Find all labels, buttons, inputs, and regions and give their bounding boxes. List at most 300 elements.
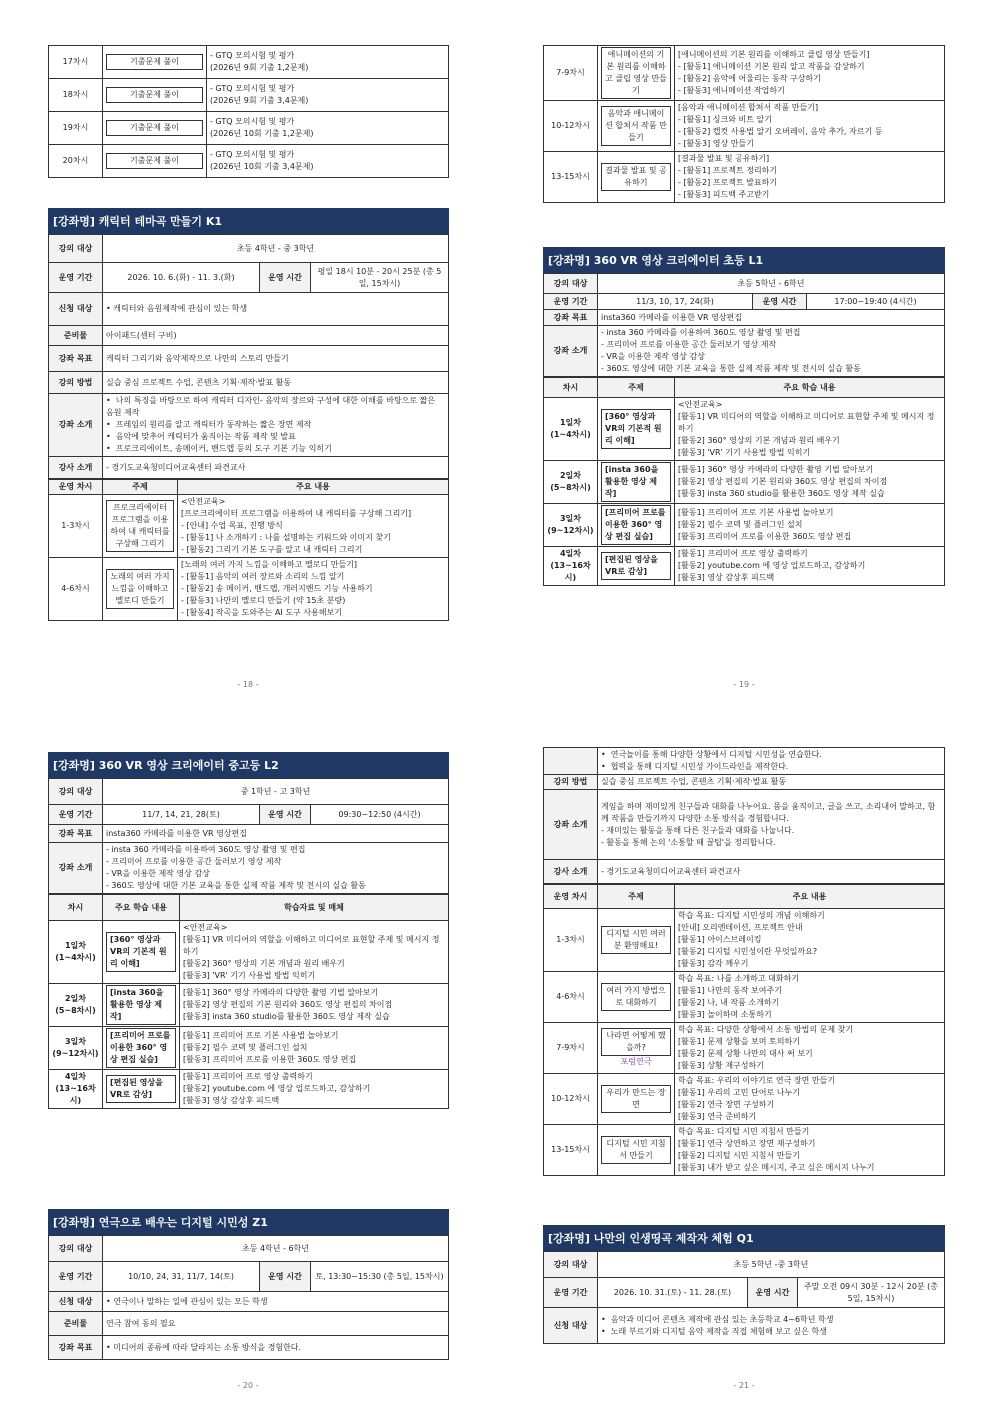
session-number: 10-12차시 bbox=[544, 1074, 598, 1125]
table-row bbox=[49, 495, 449, 558]
text-line: [안내] 오리엔테이션, 프로젝트 안내 bbox=[678, 923, 803, 932]
text-line: <안전교육> bbox=[181, 497, 226, 506]
l2-schedule-table bbox=[48, 894, 449, 1109]
session-topic: [프리미어 프로를 이용한 360° 영상 편집 실습] bbox=[601, 505, 671, 545]
session-content bbox=[675, 972, 945, 1023]
session-content bbox=[675, 461, 945, 504]
text-line: [활동1] 문제 상황을 보며 토의하기 bbox=[678, 1037, 800, 1046]
p19-top-table bbox=[543, 45, 945, 203]
session-content bbox=[675, 1023, 945, 1074]
p21-h-content: 주요 내용 bbox=[675, 885, 945, 909]
session-number: 19차시 bbox=[49, 112, 103, 145]
session-number: 17차시 bbox=[49, 46, 103, 79]
l1-goal-label: 강좌 목표 bbox=[544, 310, 598, 326]
p21-h-no: 운영 차시 bbox=[544, 885, 598, 909]
session-number: 2일차 (5~8차시) bbox=[544, 461, 598, 504]
session-topic: 노래의 여러 가지 느낌을 이해하고 멜로디 만들기 bbox=[106, 569, 174, 609]
p18-top-table bbox=[48, 45, 449, 178]
session-topic: 나라면 어떻게 했을까? bbox=[601, 1028, 671, 1056]
l1-time: 17:00~19:40 (4시간) bbox=[807, 294, 945, 310]
session-number: 7-9차시 bbox=[544, 1023, 598, 1074]
course-q1 bbox=[543, 1225, 945, 1344]
text-line: [활동3] 상황 재구성하기 bbox=[678, 1061, 764, 1070]
text-line: (2026년 10회 기출 1,2문제) bbox=[210, 129, 314, 138]
z1-target-label: 강의 대상 bbox=[49, 1236, 103, 1262]
k1-target-label: 강의 대상 bbox=[49, 235, 103, 263]
q1-period: 2026. 10. 31.(토) - 11. 28.(토) bbox=[598, 1278, 748, 1308]
table-row bbox=[544, 547, 945, 586]
session-topic-cell bbox=[103, 1027, 180, 1070]
page-number-20: - 20 - bbox=[237, 1381, 259, 1390]
text-line: 학습 목표: 디지털 시민 지침서 만들기 bbox=[678, 1127, 810, 1136]
text-line: [활동3] 내가 받고 싶은 메시지, 주고 싶은 메시지 나누기 bbox=[678, 1163, 875, 1172]
table-row bbox=[49, 79, 449, 112]
session-content bbox=[675, 46, 945, 101]
text-line: - [활동1] 음악의 여러 장르와 소리의 느낌 알기 bbox=[181, 572, 345, 581]
k1-title: [강좌명] 캐릭터 테마곡 만들기 K1 bbox=[48, 208, 449, 234]
table-row bbox=[49, 1070, 449, 1109]
text-line: • 노래 부르기와 디지털 음악 제작을 직접 체험해 보고 싶은 학생 bbox=[601, 1326, 827, 1336]
z1-goal-label: 강좌 목표 bbox=[49, 1336, 103, 1360]
text-line: [활동1] 우리의 고민 단어로 나누기 bbox=[678, 1088, 800, 1097]
session-topic-cell bbox=[598, 1074, 675, 1125]
z1-prep-label: 준비물 bbox=[49, 1312, 103, 1336]
text-line: [활동1] 360° 영상 카메라의 다양한 촬영 기법 알아보기 bbox=[678, 465, 874, 474]
z1-info-table bbox=[48, 1235, 449, 1360]
text-line: - [활동1] 싱크와 비트 알기 bbox=[678, 115, 772, 124]
q1-apply bbox=[598, 1308, 945, 1344]
k1-h-topic: 주제 bbox=[103, 480, 178, 495]
table-row bbox=[544, 1125, 945, 1176]
p21-schedule-table bbox=[543, 884, 945, 1176]
table-row bbox=[49, 984, 449, 1027]
p21-h-topic: 주제 bbox=[598, 885, 675, 909]
text-line: [애니메이션의 기본 원리를 이해하고 클립 영상 만들기] bbox=[678, 50, 870, 59]
k1-time: 평일 18시 10분 - 20시 25분 (총 5일, 15차시) bbox=[311, 263, 449, 293]
text-line: [활동2] 360° 영상의 기본 개념과 원리 배우기 bbox=[678, 436, 840, 445]
session-content bbox=[180, 921, 449, 984]
text-line: - [활동1] 애니메이션 기본 원리 알고 작품을 감상하기 bbox=[678, 62, 865, 71]
table-row bbox=[49, 145, 449, 178]
text-line: [활동2] 영상 편집의 기본 원리와 360도 영상 편집의 차이점 bbox=[183, 1000, 393, 1009]
z1-period: 10/10, 24, 31, 11/7, 14(토) bbox=[103, 1262, 260, 1292]
session-number: 3일차 (9~12차시) bbox=[49, 1027, 103, 1070]
q1-target-label: 강의 대상 bbox=[544, 1252, 598, 1278]
q1-time-label: 운영 시간 bbox=[748, 1278, 798, 1308]
l2-goal: insta360 카메라를 이용한 VR 영상편집 bbox=[103, 825, 449, 843]
k1-intro bbox=[103, 394, 449, 457]
text-line: <안전교육> bbox=[183, 923, 228, 932]
session-number: 1일차 (1~4차시) bbox=[544, 398, 598, 461]
session-content bbox=[675, 504, 945, 547]
session-topic: 기출문제 풀이 bbox=[106, 153, 203, 169]
l2-h-no: 차시 bbox=[49, 895, 103, 921]
z1-prep: 연극 참여 동의 필요 bbox=[103, 1312, 449, 1336]
session-topic-sub: 포럼연극 bbox=[620, 1057, 652, 1066]
session-content bbox=[178, 558, 449, 621]
text-line: [프로크리에이터 프로그램을 이용하여 내 캐릭터를 구상해 그리기] bbox=[181, 509, 412, 518]
k1-prep: 아이패드(센터 구비) bbox=[103, 326, 449, 346]
table-row bbox=[544, 152, 945, 203]
session-content bbox=[675, 909, 945, 972]
session-topic-cell bbox=[598, 504, 675, 547]
k1-period-label: 운영 기간 bbox=[49, 263, 103, 293]
l2-intro-label: 강좌 소개 bbox=[49, 843, 103, 894]
session-topic-cell bbox=[103, 145, 207, 178]
l2-target-label: 강의 대상 bbox=[49, 779, 103, 805]
session-topic-cell bbox=[103, 495, 178, 558]
text-line: • 프로크리에이트, 송메이커, 밴드랩 등의 도구 기본 기능 익히기 bbox=[106, 444, 332, 453]
l2-period-label: 운영 기간 bbox=[49, 805, 103, 825]
q1-title: [강좌명] 나만의 인생띵곡 제작자 체험 Q1 bbox=[543, 1225, 945, 1251]
table-row bbox=[544, 909, 945, 972]
text-line: - insta 360 카메라를 이용하여 360도 영상 촬영 및 편집 bbox=[601, 328, 801, 337]
text-line: - 360도 영상에 대한 기본 교육을 통한 실제 작품 제작 및 전시의 실습 활동 bbox=[106, 881, 366, 890]
k1-target: 초등 4학년 - 중 3학년 bbox=[103, 235, 449, 263]
q1-period-label: 운영 기간 bbox=[544, 1278, 598, 1308]
text-line: [활동2] youtube.com 에 영상 업로드하고, 감상하기 bbox=[183, 1084, 371, 1093]
l1-h-no: 차시 bbox=[544, 378, 598, 398]
l2-title: [강좌명] 360 VR 영상 크리에이터 중고등 L2 bbox=[48, 752, 449, 778]
session-topic: [360° 영상과 VR의 기본적 원리 이해] bbox=[601, 409, 671, 449]
session-topic-cell bbox=[598, 398, 675, 461]
session-content bbox=[675, 547, 945, 586]
session-topic-cell bbox=[598, 1023, 675, 1074]
session-topic-cell bbox=[598, 1125, 675, 1176]
session-number: 4일차 (13~16차시) bbox=[49, 1070, 103, 1109]
text-line: [활동3] 영상 감상후 피드백 bbox=[183, 1096, 280, 1105]
table-row bbox=[544, 461, 945, 504]
text-line: [활동2] youtube.com 에 영상 업로드하고, 감상하기 bbox=[678, 561, 866, 570]
text-line: [활동3] 연극 준비하기 bbox=[678, 1112, 757, 1121]
text-line: [활동2] 필수 코덱 및 플러그인 설치 bbox=[678, 520, 803, 529]
table-row bbox=[49, 921, 449, 984]
k1-method-label: 강의 방법 bbox=[49, 372, 103, 394]
text-line: - 프리미어 프로를 이용한 공간 둘러보기 영상 제작 bbox=[106, 857, 282, 866]
p21-method-label: 강의 방법 bbox=[544, 775, 598, 790]
text-line: - VR을 이용한 제작 영상 감상 bbox=[106, 869, 210, 878]
text-line: • 나의 특징을 바탕으로 하여 캐릭터 디자인- 음악의 장르와 구성에 대한 이해를 바탕으로 짧은 음원 제작 bbox=[106, 396, 438, 417]
k1-time-label: 운영 시간 bbox=[260, 263, 311, 293]
session-topic: 프로크리에이터 프로그램을 이용하여 내 캐릭터를 구상해 그리기 bbox=[106, 500, 174, 552]
session-number: 18차시 bbox=[49, 79, 103, 112]
k1-method: 실습 중심 프로젝트 수업, 콘텐츠 기획·제작·발표 활동 bbox=[103, 372, 449, 394]
text-line: [활동2] 문제 상황 나만의 대사 써 보기 bbox=[678, 1049, 813, 1058]
text-line: [활동3] 'VR' 기기 사용법 방법 익히기 bbox=[678, 448, 811, 457]
course-z1 bbox=[48, 1209, 449, 1360]
text-line: - [안내] 수업 목표, 진행 방식 bbox=[181, 521, 283, 530]
table-row bbox=[544, 46, 945, 101]
k1-h-content: 주요 내용 bbox=[178, 480, 449, 495]
session-topic: 디지털 시민 지침서 만들기 bbox=[601, 1136, 671, 1164]
text-line: - VR을 이용한 제작 영상 감상 bbox=[601, 352, 705, 361]
session-topic: 음악과 애니메이션 합쳐서 작품 만들기 bbox=[601, 106, 671, 146]
session-topic-cell bbox=[598, 461, 675, 504]
text-line: 학습 목표: 우리의 이야기로 연극 장면 만들기 bbox=[678, 1076, 836, 1085]
session-topic: [insta 360을 활용한 영상 제작] bbox=[601, 462, 671, 502]
text-line: - [활동2] 송 메이커, 밴드랩, 개러지밴드 기능 사용하기 bbox=[181, 584, 373, 593]
text-line: - [활동1] 나 소개하기 : 나를 설명하는 키워드와 이미지 찾기 bbox=[181, 533, 391, 542]
p21-teacher-label: 강사 소개 bbox=[544, 860, 598, 884]
session-content bbox=[207, 46, 449, 79]
session-number: 2일차 (5~8차시) bbox=[49, 984, 103, 1027]
l2-intro bbox=[103, 843, 449, 894]
text-line: - GTQ 모의시험 및 평가 bbox=[210, 51, 295, 60]
k1-info-table bbox=[48, 234, 449, 479]
session-topic-cell bbox=[103, 984, 180, 1027]
text-line: - 재미있는 활동을 통해 다른 친구들과 대화를 나눕니다. bbox=[601, 825, 795, 835]
session-number: 4일차 (13~16차시) bbox=[544, 547, 598, 586]
z1-target: 초등 4학년 - 6학년 bbox=[103, 1236, 449, 1262]
p21-teacher: - 경기도교육청미디어교육센터 파견교사 bbox=[598, 860, 945, 884]
q1-target: 초등 5학년 -중 3학년 bbox=[598, 1252, 945, 1278]
k1-intro-label: 강좌 소개 bbox=[49, 394, 103, 457]
p21-method: 실습 중심 프로젝트 수업, 콘텐츠 기획·제작·발표 활동 bbox=[598, 775, 945, 790]
l2-info-table bbox=[48, 778, 449, 894]
text-line: - 360도 영상에 대한 기본 교육을 통한 실제 작품 제작 및 전시의 실습 활동 bbox=[601, 364, 861, 373]
session-topic-cell bbox=[598, 152, 675, 203]
l1-time-label: 운영 시간 bbox=[753, 294, 807, 310]
table-row bbox=[544, 972, 945, 1023]
page-number-18: - 18 - bbox=[237, 680, 259, 689]
l2-h-content: 학습자료 및 매체 bbox=[180, 895, 449, 921]
page-number-21: - 21 - bbox=[733, 1381, 755, 1390]
text-line: [활동3] 감각 깨우기 bbox=[678, 959, 749, 968]
session-number: 1-3차시 bbox=[49, 495, 103, 558]
text-line: 학습 목표: 나를 소개하고 대화하기 bbox=[678, 974, 800, 983]
z1-apply: • 연극이나 말하는 일에 관심이 있는 모든 학생 bbox=[103, 1292, 449, 1312]
text-line: [활동3] insta 360 studio를 활용한 360도 영상 제작 실습 bbox=[678, 489, 885, 498]
session-topic: [360° 영상과 VR의 기본적 원리 이해] bbox=[106, 932, 176, 972]
text-line: [활동1] 프리미어 프로 영상 출력하기 bbox=[183, 1072, 313, 1081]
z1-time: 토, 13:30~15:30 (총 5일, 15차시) bbox=[311, 1262, 449, 1292]
session-content bbox=[207, 145, 449, 178]
text-line: - [활동3] 나만의 멜로디 만들기 (약 15초 분량) bbox=[181, 596, 346, 605]
session-topic: 기출문제 풀이 bbox=[106, 87, 203, 103]
text-line: - [활동3] 영상 만들기 bbox=[678, 139, 754, 148]
table-row bbox=[49, 1027, 449, 1070]
session-topic-cell bbox=[103, 558, 178, 621]
z1-time-label: 운영 시간 bbox=[260, 1262, 311, 1292]
session-topic-cell bbox=[598, 46, 675, 101]
text-line: 게임을 하며 재미있게 친구들과 대화를 나누어요. 몸을 움직이고, 글을 쓰고, 소리내어 말하고, 함께 작품을 만들기까지 다양한 소통 방식을 경험합니다. bbox=[601, 801, 936, 823]
l1-h-content: 주요 학습 내용 bbox=[675, 378, 945, 398]
k1-prep-label: 준비물 bbox=[49, 326, 103, 346]
session-topic-cell bbox=[598, 909, 675, 972]
text-line: [활동1] 나만의 동작 보여주기 bbox=[678, 986, 782, 995]
text-line: - [활동3] 애니메이션 작업하기 bbox=[678, 86, 785, 95]
session-topic: [프리미어 프로를 이용한 360° 영상 편집 실습] bbox=[106, 1028, 176, 1068]
text-line: - [활동3] 피드백 주고받기 bbox=[678, 190, 770, 199]
table-row bbox=[544, 1074, 945, 1125]
session-topic: 기출문제 풀이 bbox=[106, 54, 203, 70]
text-line: (2026년 10회 기출 3,4문제) bbox=[210, 162, 314, 171]
text-line: [활동2] 영상 편집의 기본 원리와 360도 영상 편집의 차이점 bbox=[678, 477, 888, 486]
text-line: (2026년 9회 기출 1,2문제) bbox=[210, 63, 309, 72]
session-content bbox=[675, 1074, 945, 1125]
l2-goal-label: 강좌 목표 bbox=[49, 825, 103, 843]
session-number: 7-9차시 bbox=[544, 46, 598, 101]
text-line: • 연극놀이를 통해 다양한 상황에서 디지털 시민성을 연습한다. bbox=[601, 750, 822, 759]
course-k1 bbox=[48, 208, 449, 621]
text-line: - [활동1] 프로젝트 정리하기 bbox=[678, 166, 778, 175]
l1-title: [강좌명] 360 VR 영상 크리에이터 초등 L1 bbox=[543, 247, 945, 273]
page-18 bbox=[48, 45, 449, 178]
l1-h-topic: 주제 bbox=[598, 378, 675, 398]
session-topic: 결과물 발표 및 공유하기 bbox=[601, 163, 671, 191]
session-number: 1-3차시 bbox=[544, 909, 598, 972]
text-line: - GTQ 모의시험 및 평가 bbox=[210, 84, 295, 93]
text-line: • 프레임의 원리를 알고 캐릭터가 동작하는 짧은 장면 제작 bbox=[106, 420, 312, 429]
session-topic-cell bbox=[598, 101, 675, 152]
l1-schedule-table bbox=[543, 377, 945, 586]
text-line: • 협력을 통해 디지털 시민성 가이드라인을 제작한다. bbox=[601, 762, 789, 771]
text-line: [활동1] VR 미디어의 역할을 이해하고 미디어로 표현할 주제 및 메시지 정하기 bbox=[183, 935, 440, 956]
session-content bbox=[675, 398, 945, 461]
text-line: - 프리미어 프로를 이용한 공간 둘러보기 영상 제작 bbox=[601, 340, 777, 349]
p21-goal-cont-label bbox=[544, 748, 598, 775]
text-line: • 음악에 맞추어 캐릭터가 움직이는 작품 제작 및 발표 bbox=[106, 432, 296, 441]
text-line: - [활동4] 작곡을 도와주는 AI 도구 사용해보기 bbox=[181, 608, 342, 617]
session-content bbox=[180, 984, 449, 1027]
course-l2 bbox=[48, 752, 449, 1109]
text-line: [활동2] 필수 코덱 및 플러그인 설치 bbox=[183, 1043, 308, 1052]
text-line: [활동1] 연극 상연하고 장면 재구성하기 bbox=[678, 1139, 816, 1148]
session-topic-cell bbox=[103, 921, 180, 984]
text-line: [활동2] 디지털 시민 지침서 만들기 bbox=[678, 1151, 800, 1160]
k1-period: 2026. 10. 6.(화) - 11. 3.(화) bbox=[103, 263, 260, 293]
session-number: 3일차 (9~12차시) bbox=[544, 504, 598, 547]
text-line: [활동2] 360° 영상의 기본 개념과 원리 배우기 bbox=[183, 959, 345, 968]
k1-h-no: 운영 차시 bbox=[49, 480, 103, 495]
text-line: - [활동2] 음악에 어울리는 동작 구상하기 bbox=[678, 74, 821, 83]
session-content bbox=[180, 1027, 449, 1070]
l2-time: 09:30~12:50 (4시간) bbox=[311, 805, 449, 825]
session-topic: 기출문제 풀이 bbox=[106, 120, 203, 136]
session-topic-cell bbox=[103, 46, 207, 79]
text-line: - insta 360 카메라를 이용하여 360도 영상 촬영 및 편집 bbox=[106, 845, 306, 854]
course-l1 bbox=[543, 247, 945, 586]
text-line: - 활동을 통해 논의 '소통할 때 꿀팁'을 정리합니다. bbox=[601, 837, 776, 847]
page-19 bbox=[543, 45, 945, 203]
text-line: - [활동2] 캡컷 사용법 알기 오버레이, 음악 추가, 자르기 등 bbox=[678, 127, 883, 136]
text-line: [활동3] 영상 감상후 피드백 bbox=[678, 573, 775, 582]
session-topic: [편집된 영상을 VR로 감상] bbox=[601, 552, 671, 580]
k1-schedule-table bbox=[48, 479, 449, 621]
session-topic-cell bbox=[103, 79, 207, 112]
text-line: [활동1] VR 미디어의 역할을 이해하고 미디어로 표현할 주제 및 메시지 정하기 bbox=[678, 412, 935, 433]
session-number: 4-6차시 bbox=[49, 558, 103, 621]
session-content bbox=[675, 152, 945, 203]
text-line: [음악과 애니메이션 합쳐서 작품 만들기] bbox=[678, 103, 819, 112]
text-line: [활동1] 프리미어 프로 영상 출력하기 bbox=[678, 549, 808, 558]
text-line: - GTQ 모의시험 및 평가 bbox=[210, 150, 295, 159]
q1-apply-label: 신청 대상 bbox=[544, 1308, 598, 1344]
l2-time-label: 운영 시간 bbox=[260, 805, 311, 825]
session-content bbox=[207, 112, 449, 145]
session-number: 4-6차시 bbox=[544, 972, 598, 1023]
text-line: [활동3] insta 360 studio를 활용한 360도 영상 제작 실습 bbox=[183, 1012, 390, 1021]
text-line: [활동1] 아이스브레이킹 bbox=[678, 935, 762, 944]
p21-info-table bbox=[543, 747, 945, 884]
table-row bbox=[544, 101, 945, 152]
session-content bbox=[178, 495, 449, 558]
l2-period: 11/7, 14, 21, 28(토) bbox=[103, 805, 260, 825]
table-row bbox=[544, 398, 945, 461]
page-21 bbox=[543, 747, 945, 1176]
session-topic: 디지털 시민 여러분 환영해요! bbox=[601, 926, 671, 954]
l1-info-table bbox=[543, 273, 945, 377]
text-line: [활동1] 프리미어 프로 기본 사용법 놀아보기 bbox=[678, 508, 834, 517]
table-row bbox=[49, 46, 449, 79]
l2-h-topic: 주요 학습 내용 bbox=[103, 895, 180, 921]
text-line: [결과물 발표 및 공유하기] bbox=[678, 154, 770, 163]
l1-target-label: 강의 대상 bbox=[544, 274, 598, 294]
k1-teacher: - 경기도교육청미디어교육센터 파견교사 bbox=[103, 457, 449, 479]
table-row bbox=[544, 1023, 945, 1074]
text-line: 학습 목표: 다양한 상황에서 소통 방법의 문제 찾기 bbox=[678, 1025, 854, 1034]
session-number: 1일차 (1~4차시) bbox=[49, 921, 103, 984]
z1-title: [강좌명] 연극으로 배우는 디지털 시민성 Z1 bbox=[48, 1209, 449, 1235]
text-line: [활동3] 프리미어 프로를 이용한 360도 영상 편집 bbox=[183, 1055, 357, 1064]
session-topic: 우리가 만드는 장면 bbox=[601, 1085, 671, 1113]
session-topic: 애니메이션의 기본 원리를 이해하고 클립 영상 만들기 bbox=[601, 47, 671, 99]
text-line: [활동1] 프리미어 프로 기본 사용법 놀아보기 bbox=[183, 1031, 339, 1040]
k1-apply: • 캐릭터와 음원제작에 관심이 있는 학생 bbox=[103, 293, 449, 326]
l1-target: 초등 5학년 - 6학년 bbox=[598, 274, 945, 294]
text-line: [활동1] 360° 영상 카메라의 다양한 촬영 기법 알아보기 bbox=[183, 988, 379, 997]
z1-apply-label: 신청 대상 bbox=[49, 1292, 103, 1312]
text-line: [활동2] 연극 장면 구성하기 bbox=[678, 1100, 775, 1109]
session-content bbox=[207, 79, 449, 112]
text-line: - [활동2] 프로젝트 발표하기 bbox=[678, 178, 778, 187]
text-line: - GTQ 모의시험 및 평가 bbox=[210, 117, 295, 126]
page-number-19: - 19 - bbox=[733, 680, 755, 689]
table-row bbox=[544, 504, 945, 547]
session-content bbox=[180, 1070, 449, 1109]
q1-info-table bbox=[543, 1251, 945, 1344]
l1-intro bbox=[598, 326, 945, 377]
session-topic-cell bbox=[103, 1070, 180, 1109]
text-line: [활동3] 'VR' 기기 사용법 방법 익히기 bbox=[183, 971, 316, 980]
session-topic-cell bbox=[103, 112, 207, 145]
k1-apply-label: 신청 대상 bbox=[49, 293, 103, 326]
p21-intro bbox=[598, 790, 945, 860]
session-topic: [편집된 영상을 VR로 감상] bbox=[106, 1075, 176, 1103]
l2-target: 중 1학년 - 고 3학년 bbox=[103, 779, 449, 805]
z1-goal: • 미디어의 종류에 따라 달라지는 소통 방식을 경험한다. bbox=[103, 1336, 449, 1360]
p21-intro-label: 강좌 소개 bbox=[544, 790, 598, 860]
session-topic: 여러 가지 방법으로 대화하기 bbox=[601, 983, 671, 1011]
text-line: • 음악과 미디어 콘텐츠 제작에 관심 있는 초등학교 4~6학년 학생 bbox=[601, 1314, 834, 1324]
text-line: [활동2] 나, 내 작품 소개하기 bbox=[678, 998, 780, 1007]
text-line: [노래의 여러 가지 느낌을 이해하고 멜로디 만들기] bbox=[181, 560, 358, 569]
text-line: [활동2] 디지털 시민성이란 무엇일까요? bbox=[678, 947, 818, 956]
k1-goal-label: 강좌 목표 bbox=[49, 346, 103, 372]
z1-period-label: 운영 기간 bbox=[49, 1262, 103, 1292]
session-topic-cell bbox=[598, 972, 675, 1023]
table-row bbox=[49, 558, 449, 621]
p21-goal-cont bbox=[598, 748, 945, 775]
text-line: [활동3] 프리미어 프로를 이용한 360도 영상 편집 bbox=[678, 532, 852, 541]
text-line: (2026년 9회 기출 3,4문제) bbox=[210, 96, 309, 105]
session-content bbox=[675, 1125, 945, 1176]
session-topic-cell bbox=[598, 547, 675, 586]
session-number: 13-15차시 bbox=[544, 1125, 598, 1176]
session-number: 13-15차시 bbox=[544, 152, 598, 203]
l1-intro-label: 강좌 소개 bbox=[544, 326, 598, 377]
text-line: [활동3] 놀이하며 소통하기 bbox=[678, 1010, 772, 1019]
